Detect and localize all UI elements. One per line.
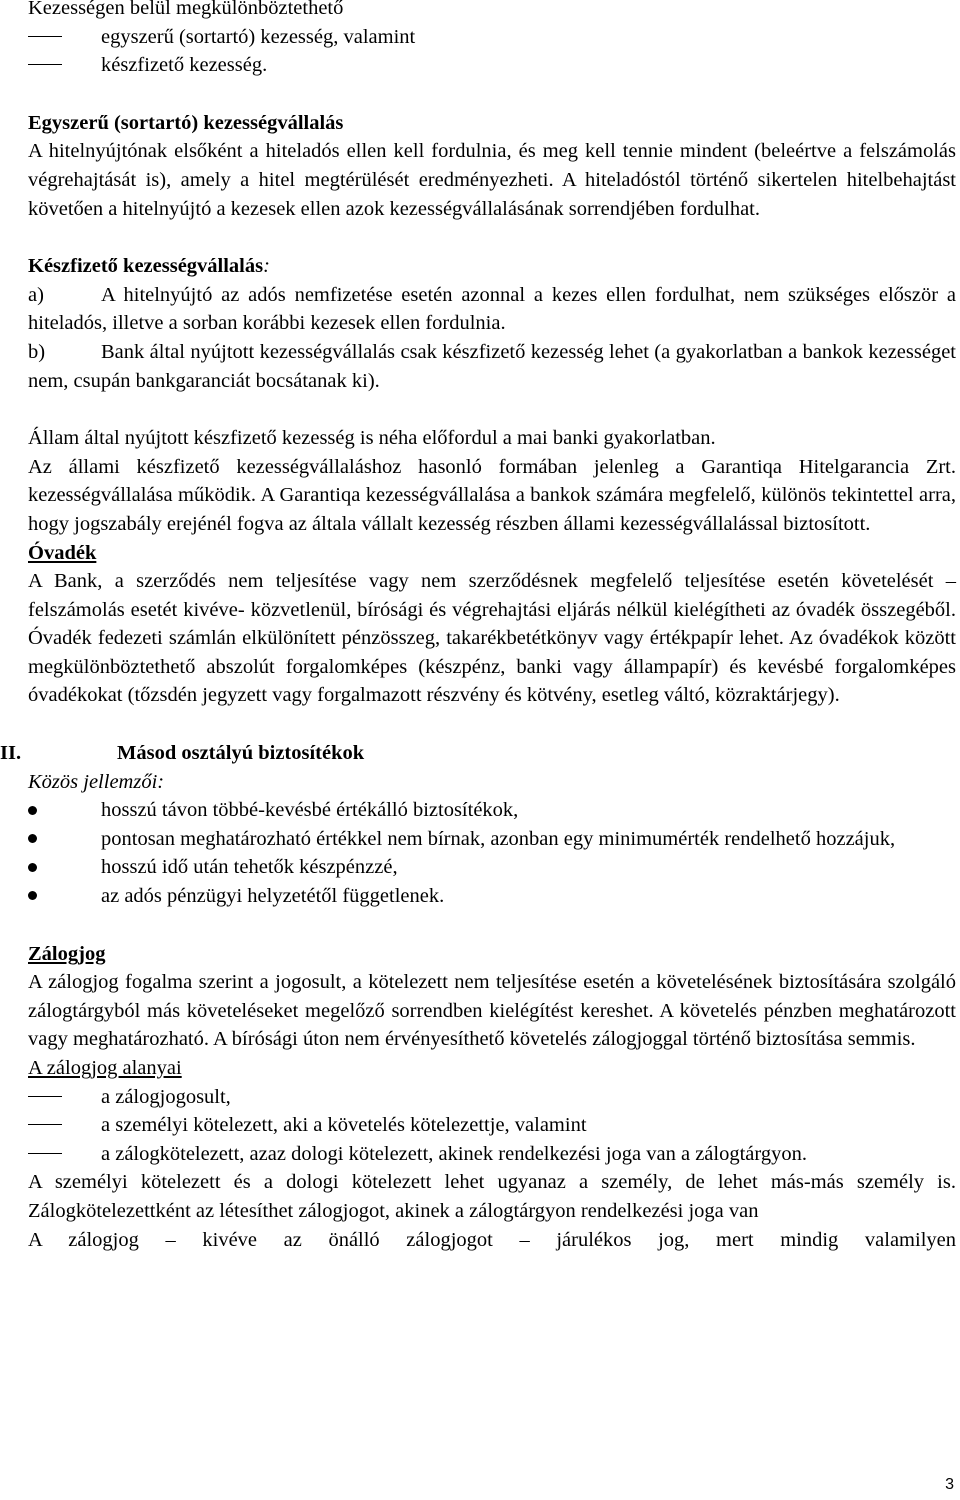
- page-number: 3: [945, 1476, 954, 1493]
- intro-list-item: [28, 23, 956, 52]
- keszfizeto-item-a: [28, 281, 956, 338]
- bullet-text: pontosan meghatározható értékkel nem bírnak, azonban egy minimumérték rendelhető hozzájuk,: [101, 827, 896, 850]
- dash-icon: [28, 1124, 62, 1125]
- keszfizeto-item-b: [28, 338, 956, 395]
- ovadek-heading: Óvadék: [28, 541, 97, 564]
- subject-text: a zálogjogosult,: [101, 1085, 231, 1108]
- bullet-icon: [28, 834, 37, 843]
- section2-number: II.: [0, 742, 22, 765]
- bullet-icon: [28, 891, 37, 900]
- subject-text: a személyi kötelezett, aki a követelés kötelezettje, valamint: [101, 1114, 587, 1137]
- item-label: a): [28, 283, 44, 306]
- zalogjog-subject-item: [28, 1083, 956, 1112]
- section2-bullet: [28, 882, 956, 911]
- intro-list-item-text: egyszerű (sortartó) kezesség, valamint: [101, 25, 416, 48]
- allam-body: Az állami készfizető kezességvállaláshoz hasonló formában jelenleg a Garantiqa Hitelgarancia Zrt. kezességvállalása működik. A Garantiqa kezességvállalása a bankok számára megfelelő, különös tekintettel arra, hogy jogszabály erejénél fogva az általa vállalt kezesség részben állami kezességvállalással biztosított.: [28, 455, 956, 535]
- intro-list-item: [28, 51, 956, 80]
- bullet-text: az adós pénzügyi helyzetétől függetlenek.: [101, 885, 445, 908]
- zalogjog-subject-item: [28, 1111, 956, 1140]
- bullet-icon: [28, 806, 37, 815]
- keszfizeto-heading-line: [28, 252, 956, 281]
- section2-bullet: [28, 825, 956, 854]
- intro-text: Kezességen belül megkülönböztethető: [28, 0, 344, 19]
- dash-icon: [28, 1096, 62, 1097]
- egyszeru-body: A hitelnyújtónak elsőként a hiteladós ellen kell fordulnia, és meg kell tennie mindent (beleértve a felszámolás végrehajtását is), amely a hitel megtérülését eredményezheti. A hiteladóstól történő sikertelen hitelbehajtást követően a hitelnyújtó a kezesek ellen azok kezességvállalásának sorrendjében fordulhat.: [28, 140, 956, 220]
- zalogjog-body: A zálogjog fogalma szerint a jogosult, a kötelezett nem teljesítése esetén a követelésének biztosítására szolgáló zálogtárgyból más követeléseket megelőző sorrendben kielégítést kereshet. A követelés pénzben meghatározott vagy meghatározható. A bírósági úton nem érvényesíthető követelés zálogjoggal történő biztosítása semmis.: [28, 971, 956, 1051]
- item-label: b): [28, 340, 46, 363]
- section2-bullet: [28, 853, 956, 882]
- item-text: A hitelnyújtó az adós nemfizetése esetén azonnal a kezes ellen fordulhat, nem szükséges először a hiteladós, illetve a sorban korábbi kezesek ellen fordulnia.: [28, 283, 956, 335]
- zalogjog-body3: A zálogjog – kivéve az önálló zálogjogot – járulékos jog, mert mindig valamilyen: [28, 1228, 956, 1251]
- zalogjog-body2: A személyi kötelezett és a dologi kötelezett lehet ugyanaz a személy, de lehet más-más személy is. Zálogkötelezettként az létesíthet zálogjogot, akinek a zálogtárgyon rendelkezési joga van: [28, 1171, 956, 1222]
- allam-line: Állam által nyújtott készfizető kezesség is néha előfordul a mai banki gyakorlatban.: [28, 427, 716, 450]
- ovadek-body: A Bank, a szerződés nem teljesítése vagy nem szerződésnek megfelelő teljesítése esetén követelését –felszámolás esetét kivéve- közvetlenül, bírósági és végrehajtási eljárás nélkül kielégítheti az óvadék összegéből. Óvadék fedezeti számlán elkülönített pénzösszeg, takarékbetétkönyv vagy értékpapír lehet. Az óvadékok között megkülönböztethető abszolút forgalomképes (készpénz, banki vagy állampapír) és kevésbé forgalomképes óvadékokat (tőzsdén jegyzett vagy forgalmazott részvény és kötvény, esetleg váltó, közraktárjegy).: [28, 570, 956, 707]
- keszfizeto-heading-suffix: :: [263, 255, 270, 278]
- dash-icon: [28, 1153, 62, 1154]
- zalogjog-heading: Zálogjog: [28, 942, 106, 965]
- section2-bullet: [28, 796, 956, 825]
- section2-heading: [0, 739, 956, 768]
- bullet-text: hosszú idő után tehetők készpénzzé,: [101, 856, 398, 879]
- subject-text: a zálogkötelezett, azaz dologi kötelezett, akinek rendelkezési joga van a zálogtárgyon.: [101, 1142, 807, 1165]
- zalogjog-subject-item: [28, 1140, 956, 1169]
- bullet-text: hosszú távon többé-kevésbé értékálló biztosítékok,: [101, 799, 519, 822]
- egyszeru-heading: Egyszerű (sortartó) kezességvállalás: [28, 111, 344, 134]
- zalogjog-subjects-heading: A zálogjog alanyai: [28, 1057, 182, 1079]
- section2-title: Másod osztályú biztosítékok: [117, 742, 365, 765]
- dash-icon: [28, 64, 62, 65]
- section2-common-label: Közös jellemzői:: [28, 770, 165, 793]
- dash-icon: [28, 36, 62, 37]
- bullet-icon: [28, 863, 37, 872]
- keszfizeto-heading: Készfizető kezességvállalás: [28, 255, 264, 278]
- item-text: Bank által nyújtott kezességvállalás csak készfizető kezesség lehet (a gyakorlatban a bankok kezességet nem, csupán bankgaranciát bocsátanak ki).: [28, 340, 956, 392]
- intro-list-item-text: készfizető kezesség.: [101, 54, 268, 77]
